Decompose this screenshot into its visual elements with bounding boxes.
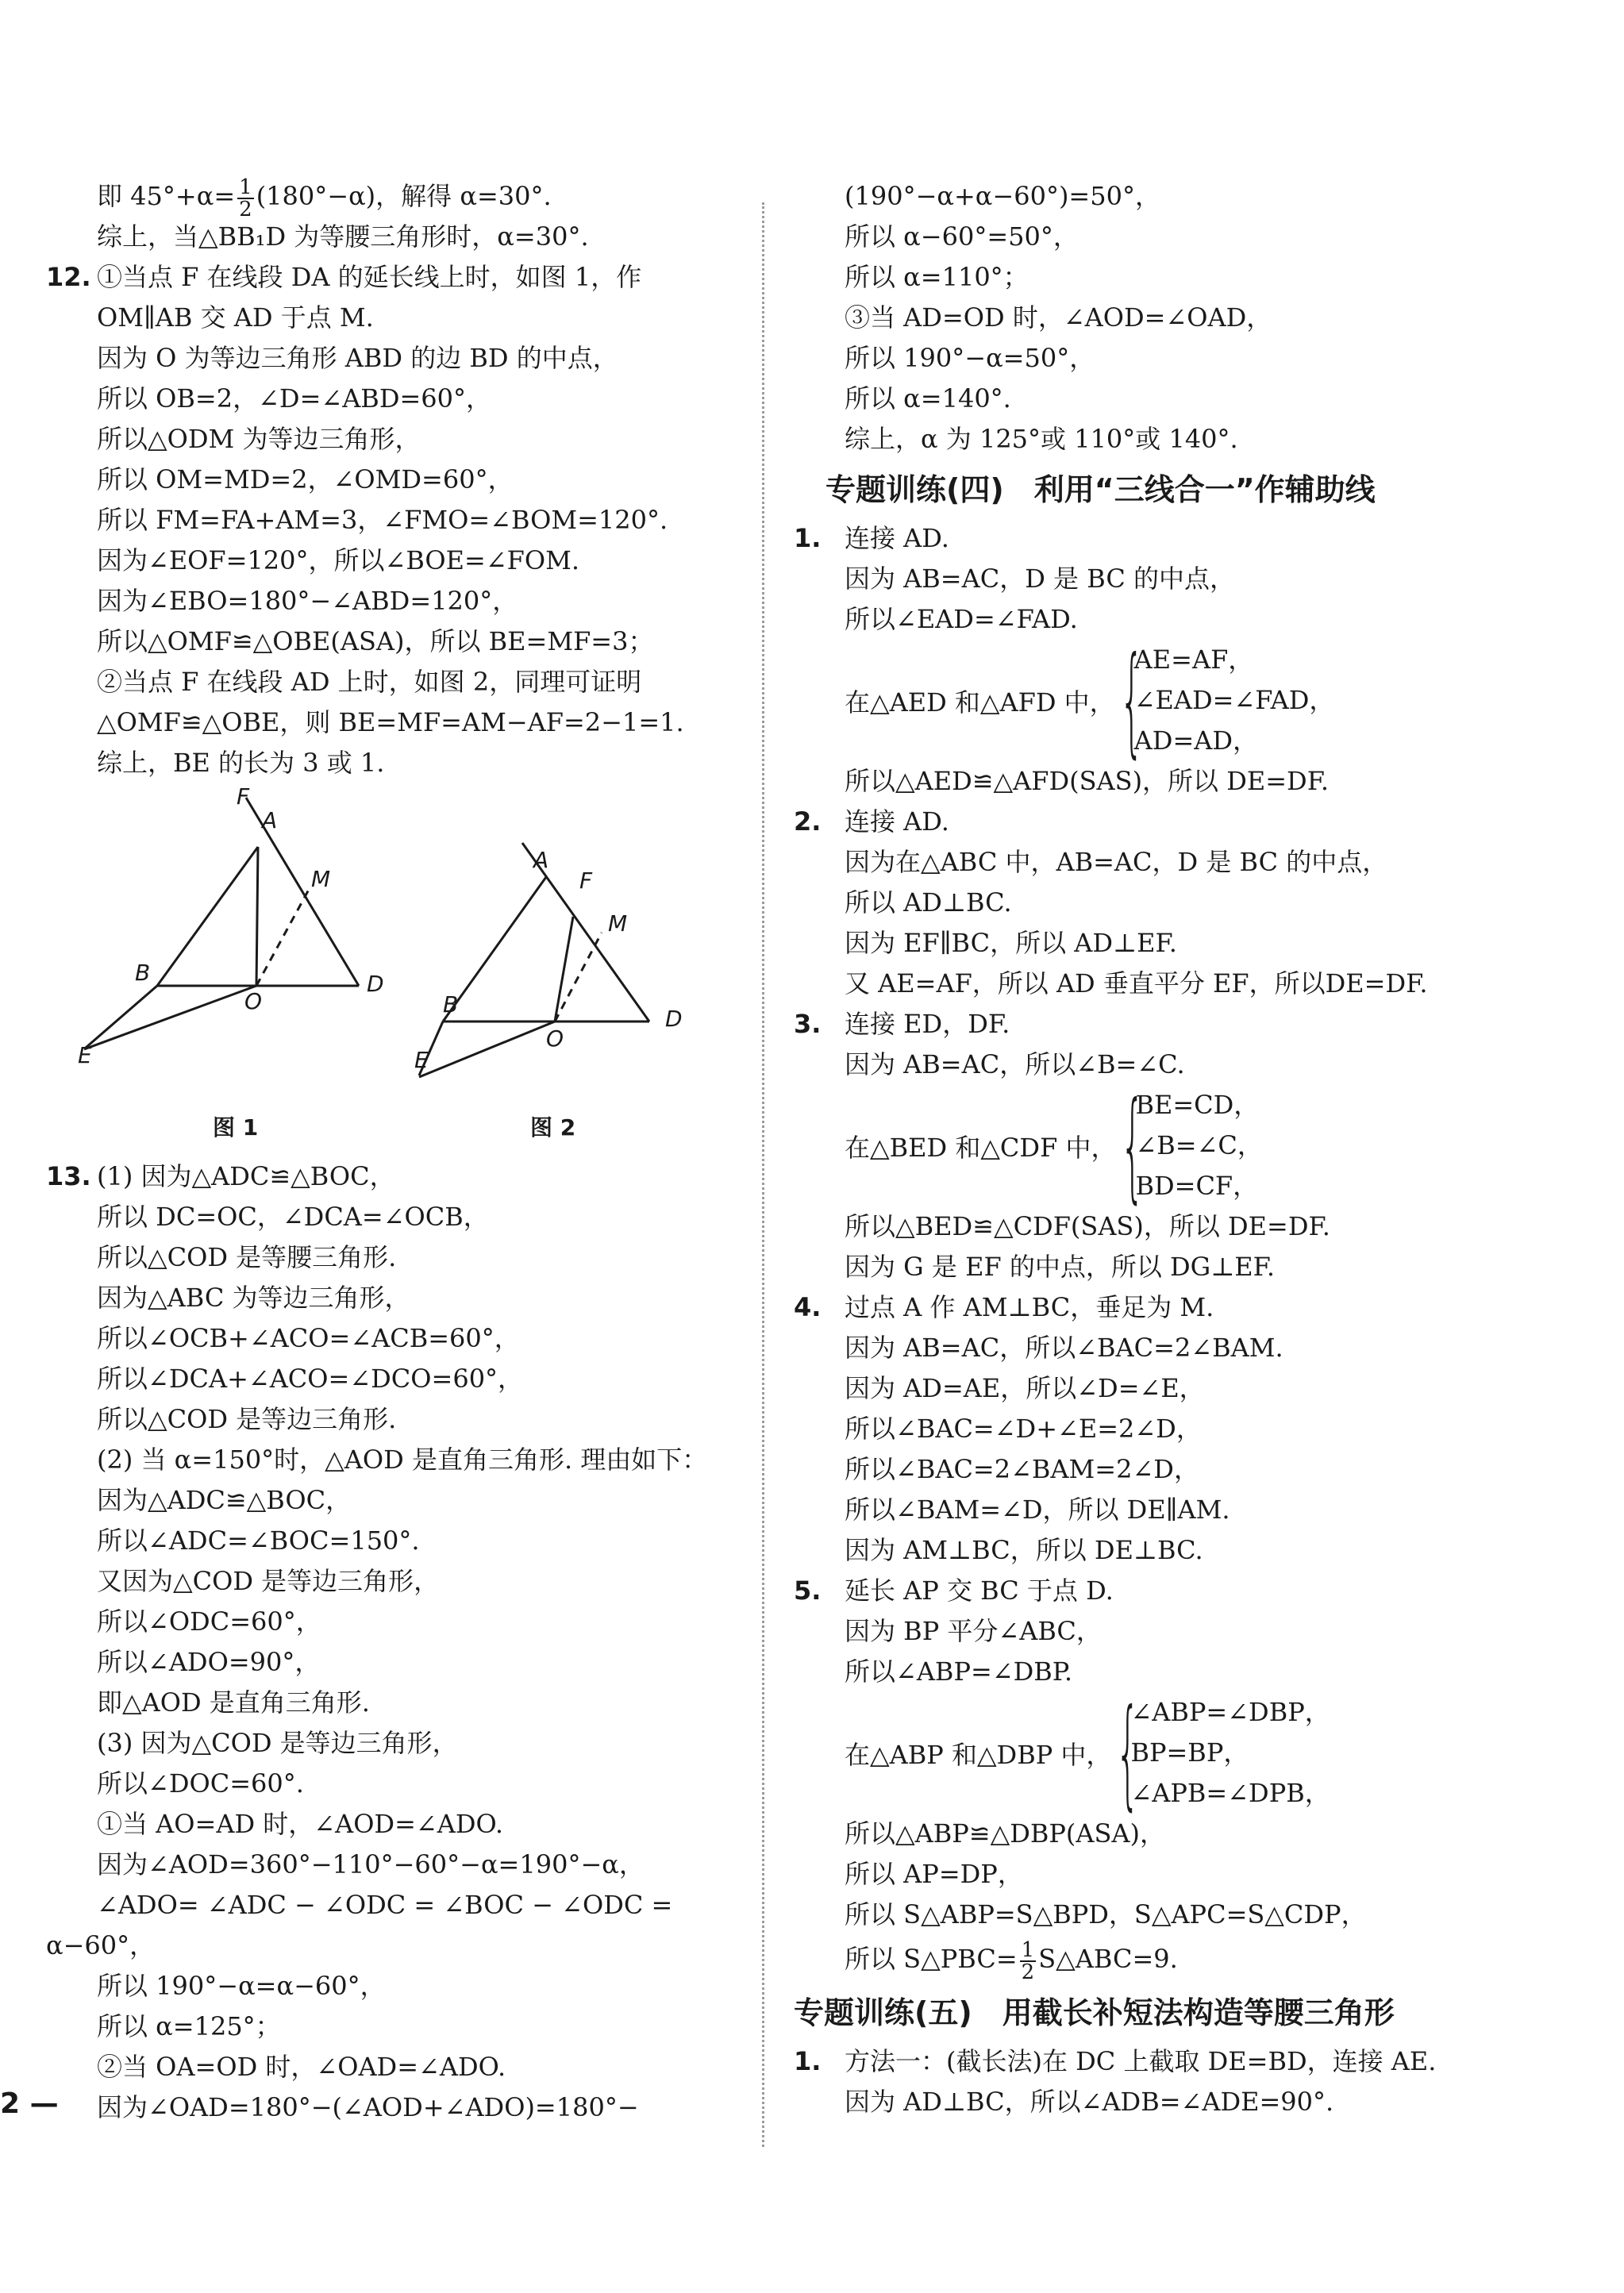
- text-line: △OMF≌△OBE，则 BE=MF=AM−AF=2−1=1.: [97, 707, 684, 737]
- figure-1-caption: 图 1: [213, 1114, 259, 1141]
- text-line: 所以 α=125°；: [97, 2011, 281, 2041]
- question-12-line: 12. ①当点 F 在线段 DA 的延长线上时，如图 1，作: [46, 257, 745, 298]
- question-number: 1.: [794, 523, 822, 553]
- point-label: F: [237, 783, 250, 810]
- question-number: 5.: [794, 1575, 822, 1606]
- text-line: 因为 G 是 EF 的中点，所以 DG⊥EF.: [845, 1252, 1276, 1282]
- text-line: 因为∠AOD=360°−110°−60°−α=190°−α，: [97, 1849, 645, 1879]
- text-line: 因为 AD⊥BC，所以∠ADB=∠ADE=90°.: [845, 2087, 1334, 2117]
- text-line: 所以 190°−α=50°，: [845, 343, 1095, 373]
- text-line: 所以 OM=MD=2，∠OMD=60°，: [97, 464, 514, 494]
- text-line: ∠ADO= ∠ADC − ∠ODC = ∠BOC − ∠ODC =: [97, 1890, 673, 1920]
- point-label: D: [367, 971, 384, 997]
- point-label: E: [78, 1042, 92, 1068]
- text-line: 综上，BE 的长为 3 或 1.: [97, 748, 385, 778]
- brace-icon: {: [1115, 1683, 1141, 1822]
- text-line: ①当 AO=AD 时，∠AOD=∠ADO.: [97, 1809, 504, 1839]
- text-line: 所以△AED≌△AFD(SAS)，所以 DE=DF.: [845, 766, 1330, 796]
- text-line: 所以∠BAC=∠D+∠E=2∠D，: [845, 1414, 1202, 1444]
- point-label: D: [665, 1006, 683, 1032]
- text-line: 因为∠OAD=180°−(∠AOD+∠ADO)=180°−: [97, 2092, 639, 2122]
- brace-group: 在△BED 和△CDF 中， { BE=CD， ∠B=∠C， BD=CF，: [845, 1076, 1263, 1215]
- point-label: O: [546, 1025, 564, 1052]
- text-line: α−60°，: [46, 1930, 156, 1960]
- point-label: E: [414, 1047, 429, 1073]
- question-number: 12.: [46, 262, 91, 292]
- text-line: 所以 AD⊥BC.: [845, 887, 1012, 918]
- text-line: 即 45°+α= $\frac{1}{2}$ (180°−α)，解得 α=30°.: [97, 175, 552, 221]
- text-line: 所以 S△ABP=S△BPD，S△APC=S△CDP，: [845, 1899, 1367, 1929]
- text-line: 因为 AM⊥BC，所以 DE⊥BC.: [845, 1535, 1203, 1565]
- section-heading-4: 专题训练(四) 利用“三线合一”作辅助线: [825, 472, 1376, 507]
- text-line: (2) 当 α=150°时，△AOD 是直角三角形. 理由如下：: [97, 1445, 708, 1475]
- geometry-figures: [46, 783, 745, 1156]
- text-line: 综上，α 为 125°或 110°或 140°.: [845, 424, 1238, 454]
- text-line: 所以 S△PBC= $\frac{1}{2}$ S△ABC=9.: [845, 1937, 1178, 1984]
- text-line: 所以△ABP≌△DBP(ASA)，: [845, 1818, 1166, 1849]
- text-line: OM∥AB 交 AD 于点 M.: [97, 302, 374, 333]
- question-13-line: 13. (1) 因为△ADC≌△BOC，: [46, 1156, 745, 1197]
- point-label: M: [608, 910, 628, 937]
- text-line: 又 AE=AF，所以 AD 垂直平分 EF，所以DE=DF.: [845, 968, 1428, 998]
- text-line: 所以 α=140°.: [845, 383, 1011, 414]
- text-line: (3) 因为△COD 是等边三角形，: [97, 1728, 458, 1758]
- text-line: 因为△ADC≌△BOC，: [97, 1485, 352, 1515]
- text-line: 因为 AB=AC，所以∠B=∠C.: [845, 1049, 1185, 1079]
- text-line: 所以∠EAD=∠FAD.: [845, 604, 1078, 634]
- text-line: 所以△BED≌△CDF(SAS)，所以 DE=DF.: [845, 1211, 1330, 1241]
- point-label: M: [311, 866, 331, 892]
- text-line: 因为在△ABC 中，AB=AC，D 是 BC 的中点，: [845, 847, 1388, 877]
- text-line: (190°−α+α−60°)=50°，: [845, 181, 1160, 211]
- text-line: 因为 AB=AC，所以∠BAC=2∠BAM.: [845, 1333, 1283, 1363]
- text-line: 所以∠ABP=∠DBP.: [845, 1656, 1072, 1687]
- column-divider: [762, 202, 764, 2147]
- text-line: 所以∠ODC=60°，: [97, 1606, 321, 1637]
- point-label: B: [443, 991, 459, 1018]
- problem-3-line: 3. 连接 ED，DF.: [794, 1004, 1508, 1045]
- text-line: 所以∠ADO=90°，: [97, 1647, 321, 1677]
- problem-1-line: 1. 连接 AD.: [794, 518, 1508, 559]
- question-number: 4.: [794, 1292, 822, 1322]
- text-line: ②当 OA=OD 时，∠OAD=∠ADO.: [97, 2052, 506, 2082]
- text-line: 所以△COD 是等边三角形.: [97, 1404, 397, 1434]
- text-line: 综上，当△BB₁D 为等腰三角形时，α=30°.: [97, 221, 589, 252]
- point-label: F: [579, 868, 593, 894]
- text-line: ③当 AD=OD 时，∠AOD=∠OAD，: [845, 302, 1272, 333]
- brace-group: 在△ABP 和△DBP 中， { ∠ABP=∠DBP， BP=BP， ∠APB=∠DPB，: [845, 1683, 1330, 1822]
- text-line: 所以△COD 是等腰三角形.: [97, 1242, 397, 1272]
- text-line: 所以∠BAM=∠D，所以 DE∥AM.: [845, 1495, 1230, 1525]
- page-number: 2 —: [0, 2087, 59, 2120]
- brace-icon: {: [1119, 631, 1144, 770]
- point-label: B: [135, 960, 151, 986]
- point-label: A: [533, 847, 549, 873]
- text-line: 所以∠DOC=60°.: [97, 1768, 304, 1799]
- text-line: 所以 FM=FA+AM=3，∠FMO=∠BOM=120°.: [97, 505, 668, 535]
- question-number: 2.: [794, 806, 822, 837]
- text-line: 所以 α=110°；: [845, 262, 1029, 292]
- fraction: $\frac{1}{2}$: [239, 175, 252, 221]
- question-number: 1.: [794, 2046, 822, 2076]
- brace-icon: {: [1120, 1076, 1145, 1215]
- problem-4-line: 4. 过点 A 作 AM⊥BC，垂足为 M.: [794, 1287, 1508, 1328]
- question-number: 13.: [46, 1161, 91, 1191]
- text-line: 所以△OMF≌△OBE(ASA)，所以 BE=MF=3；: [97, 626, 654, 656]
- text-line: 因为 EF∥BC，所以 AD⊥EF.: [845, 928, 1177, 958]
- text-line: 所以∠BAC=2∠BAM=2∠D，: [845, 1454, 1199, 1484]
- brace-group: 在△AED 和△AFD 中， { AE=AF， ∠EAD=∠FAD， AD=AD，: [845, 631, 1335, 770]
- text-line: 所以 OB=2，∠D=∠ABD=60°，: [97, 383, 492, 414]
- left-column: [46, 176, 745, 2128]
- figure-2-caption: 图 2: [530, 1114, 576, 1141]
- text-line: 因为 AD=AE，所以∠D=∠E，: [845, 1373, 1205, 1403]
- problem-5-line: 5. 延长 AP 交 BC 于点 D.: [794, 1571, 1508, 1611]
- text-line: 即△AOD 是直角三角形.: [97, 1687, 370, 1718]
- text-line: 所以∠OCB+∠ACO=∠ACB=60°，: [97, 1323, 520, 1353]
- fraction: $\frac{1}{2}$: [1021, 1937, 1035, 1984]
- text-line: 所以∠ADC=∠BOC=150°.: [97, 1525, 420, 1556]
- text-line: 因为∠EBO=180°−∠ABD=120°，: [97, 586, 518, 616]
- problem-1-line: 1. 方法一：(截长法)在 DC 上截取 DE=BD，连接 AE.: [794, 2041, 1508, 2082]
- point-label: A: [262, 807, 278, 833]
- text-line: 所以 AP=DP，: [845, 1859, 1023, 1889]
- text-line: 因为 BP 平分∠ABC，: [845, 1616, 1102, 1646]
- text-line: 因为△ABC 为等边三角形，: [97, 1283, 410, 1313]
- text-line: 又因为△COD 是等边三角形，: [97, 1566, 440, 1596]
- text-line: 因为 AB=AC，D 是 BC 的中点，: [845, 564, 1235, 594]
- section-heading-5: 专题训练(五) 用截长补短法构造等腰三角形: [794, 1995, 1395, 2030]
- point-label: O: [244, 988, 263, 1014]
- text-line: 因为 O 为等边三角形 ABD 的边 BD 的中点，: [97, 343, 618, 373]
- problem-2-line: 2. 连接 AD.: [794, 802, 1508, 842]
- text-line: 所以 α−60°=50°，: [845, 221, 1079, 252]
- text-line: ②当点 F 在线段 AD 上时，如图 2，同理可证明: [97, 667, 642, 697]
- text-line: 所以△ODM 为等边三角形，: [97, 424, 421, 454]
- text-line: 因为∠EOF=120°，所以∠BOE=∠FOM.: [97, 545, 580, 575]
- figures: [46, 783, 745, 1156]
- right-column: [794, 176, 1508, 2122]
- question-number: 3.: [794, 1009, 822, 1039]
- text-line: 所以 DC=OC，∠DCA=∠OCB，: [97, 1202, 489, 1232]
- text-line: 所以 190°−α=α−60°，: [97, 1971, 386, 2001]
- text-line: 所以∠DCA+∠ACO=∠DCO=60°，: [97, 1364, 524, 1394]
